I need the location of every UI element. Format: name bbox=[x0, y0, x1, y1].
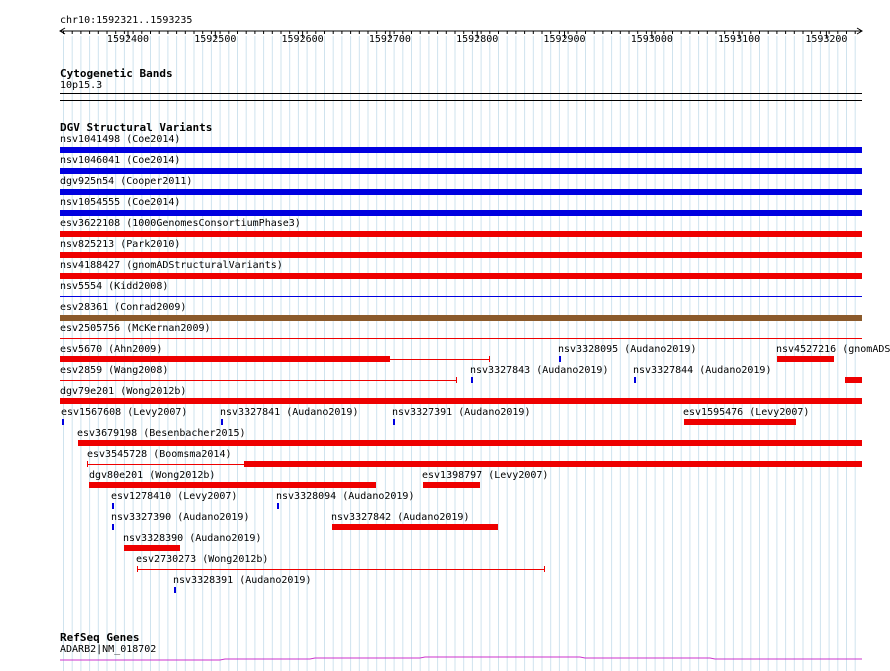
scale-tick-label: 1592800 bbox=[456, 34, 499, 45]
variant-bar[interactable] bbox=[60, 315, 862, 321]
variant-label[interactable]: esv3545728 (Boomsma2014) bbox=[87, 449, 232, 460]
variant-bar[interactable] bbox=[60, 231, 862, 237]
variant-tick[interactable] bbox=[277, 503, 279, 509]
variant-tick[interactable] bbox=[393, 419, 395, 425]
variant-label[interactable]: nsv3327391 (Audano2019) bbox=[392, 407, 531, 418]
variant-label[interactable]: nsv3327843 (Audano2019) bbox=[470, 365, 609, 376]
cytoband-band-line[interactable] bbox=[60, 93, 862, 94]
variant-line[interactable] bbox=[87, 464, 244, 465]
dgv-title[interactable]: DGV Structural Variants bbox=[60, 121, 213, 134]
variant-bar[interactable] bbox=[423, 482, 480, 488]
variant-bar[interactable] bbox=[60, 398, 862, 404]
variant-bar[interactable] bbox=[60, 273, 862, 279]
variant-label[interactable]: nsv4527216 (gnomADS bbox=[776, 344, 890, 355]
scale-tick-label: 1592700 bbox=[368, 34, 411, 45]
variant-tick[interactable] bbox=[221, 419, 223, 425]
variant-bar[interactable] bbox=[89, 482, 376, 488]
variant-line[interactable] bbox=[60, 296, 862, 297]
variant-tick[interactable] bbox=[471, 377, 473, 383]
variant-end-tick[interactable] bbox=[489, 356, 490, 362]
variant-bar[interactable] bbox=[60, 210, 862, 216]
variant-line[interactable] bbox=[137, 569, 545, 570]
variant-tick[interactable] bbox=[112, 503, 114, 509]
variant-label[interactable]: nsv3327842 (Audano2019) bbox=[331, 512, 470, 523]
variant-label[interactable]: dgv925n54 (Cooper2011) bbox=[60, 176, 193, 187]
variant-bar[interactable] bbox=[124, 545, 180, 551]
variant-line[interactable] bbox=[390, 359, 490, 360]
variant-tick[interactable] bbox=[559, 356, 561, 362]
variant-line[interactable] bbox=[60, 338, 862, 339]
cytoband-label[interactable]: 10p15.3 bbox=[60, 80, 103, 91]
variant-bar[interactable] bbox=[845, 377, 862, 383]
variant-label[interactable]: nsv3327390 (Audano2019) bbox=[111, 512, 250, 523]
variant-label[interactable]: nsv5554 (Kidd2008) bbox=[60, 281, 169, 292]
variant-label[interactable]: nsv825213 (Park2010) bbox=[60, 239, 181, 250]
variant-label[interactable]: esv1595476 (Levy2007) bbox=[683, 407, 810, 418]
variant-label[interactable]: dgv80e201 (Wong2012b) bbox=[89, 470, 216, 481]
scale-tick-label: 1593200 bbox=[805, 34, 848, 45]
variant-line[interactable] bbox=[60, 380, 457, 381]
variant-tick[interactable] bbox=[112, 524, 114, 530]
variant-tick[interactable] bbox=[174, 587, 176, 593]
scale-tick-label: 1593000 bbox=[630, 34, 673, 45]
variant-label[interactable]: nsv3327844 (Audano2019) bbox=[633, 365, 772, 376]
variant-end-tick[interactable] bbox=[544, 566, 545, 572]
variant-label[interactable]: nsv1054555 (Coe2014) bbox=[60, 197, 181, 208]
variant-label[interactable]: nsv3328094 (Audano2019) bbox=[276, 491, 415, 502]
scale-tick-label: 1592400 bbox=[106, 34, 150, 45]
scale-tick-label: 1592500 bbox=[194, 34, 237, 45]
variant-bar[interactable] bbox=[60, 189, 862, 195]
variant-label[interactable]: nsv4188427 (gnomADStructuralVariants) bbox=[60, 260, 283, 271]
scale-tick-label: 1592900 bbox=[543, 34, 586, 45]
cytoband-title[interactable]: Cytogenetic Bands bbox=[60, 67, 173, 80]
scale-tick-label: 1592600 bbox=[281, 34, 324, 45]
variant-label[interactable]: esv3622108 (1000GenomesConsortiumPhase3) bbox=[60, 218, 301, 229]
variant-label[interactable]: esv2730273 (Wong2012b) bbox=[136, 554, 269, 565]
variant-label[interactable]: esv1278410 (Levy2007) bbox=[111, 491, 238, 502]
variant-tick[interactable] bbox=[62, 419, 64, 425]
variant-bar[interactable] bbox=[60, 147, 862, 153]
cytoband-divider bbox=[60, 100, 862, 101]
variant-label[interactable]: esv1398797 (Levy2007) bbox=[422, 470, 549, 481]
variant-bar[interactable] bbox=[78, 440, 862, 446]
variant-bar[interactable] bbox=[777, 356, 834, 362]
variant-bar[interactable] bbox=[60, 356, 390, 362]
variant-bar[interactable] bbox=[60, 168, 862, 174]
variant-bar[interactable] bbox=[332, 524, 498, 530]
variant-label[interactable]: nsv3328391 (Audano2019) bbox=[173, 575, 312, 586]
variant-label[interactable]: esv3679198 (Besenbacher2015) bbox=[77, 428, 246, 439]
refseq-title[interactable]: RefSeq Genes bbox=[60, 631, 140, 644]
variant-label[interactable]: nsv1046041 (Coe2014) bbox=[60, 155, 181, 166]
variant-label[interactable]: nsv3327841 (Audano2019) bbox=[220, 407, 359, 418]
variant-label[interactable]: esv5670 (Ahn2009) bbox=[60, 344, 163, 355]
variant-label[interactable]: esv2505756 (McKernan2009) bbox=[60, 323, 211, 334]
variant-end-tick[interactable] bbox=[456, 377, 457, 383]
scale-tick-label: 1593100 bbox=[718, 34, 761, 45]
variant-label[interactable]: esv2859 (Wang2008) bbox=[60, 365, 169, 376]
variant-label[interactable]: nsv1041498 (Coe2014) bbox=[60, 134, 181, 145]
locus-label: chr10:1592321..1593235 bbox=[60, 15, 193, 26]
variant-bar[interactable] bbox=[244, 461, 862, 467]
gene-label[interactable]: ADARB2|NM_018702 bbox=[60, 644, 157, 655]
variant-tick[interactable] bbox=[634, 377, 636, 383]
variant-bar[interactable] bbox=[60, 252, 862, 258]
variant-label[interactable]: esv28361 (Conrad2009) bbox=[60, 302, 187, 313]
variant-label[interactable]: nsv3328095 (Audano2019) bbox=[558, 344, 697, 355]
variant-label[interactable]: esv1567608 (Levy2007) bbox=[61, 407, 188, 418]
gene-line[interactable] bbox=[60, 654, 862, 662]
variant-label[interactable]: nsv3328390 (Audano2019) bbox=[123, 533, 262, 544]
variant-label[interactable]: dgv79e201 (Wong2012b) bbox=[60, 386, 187, 397]
variant-bar[interactable] bbox=[684, 419, 796, 425]
